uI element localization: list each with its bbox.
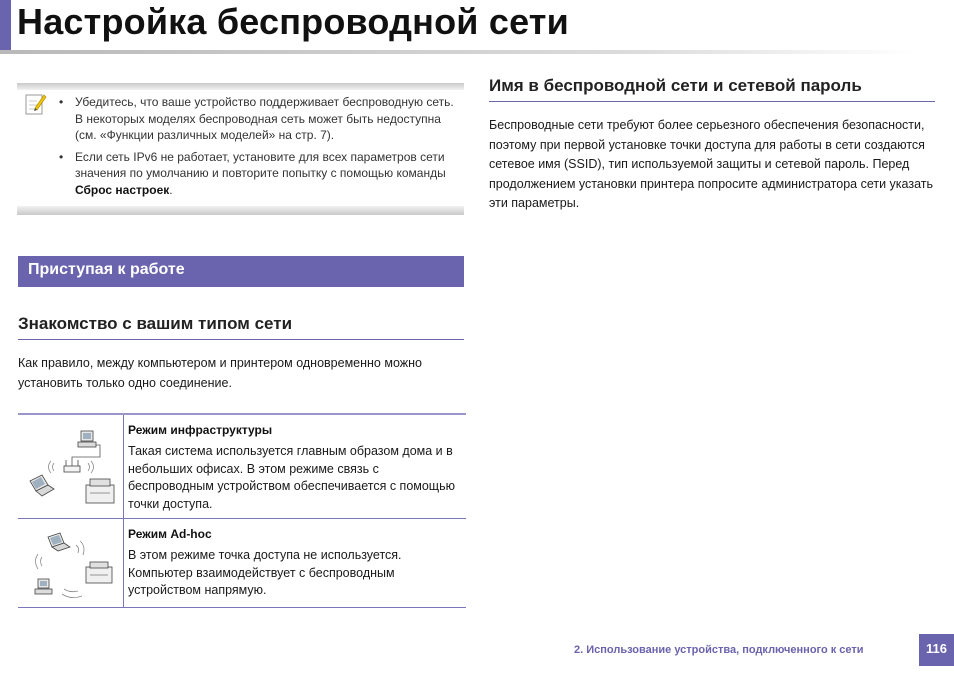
network-type-heading: Знакомство с вашим типом сети [18, 314, 293, 333]
note-item [59, 94, 464, 144]
pencil-note-icon [25, 92, 47, 116]
adhoc-text [128, 527, 463, 600]
adhoc-mode-description: В этом режиме точка доступа не используется. Компьютер взаимодействует с беспроводным устройством напрямую. [128, 548, 402, 597]
note-box-top-border [17, 83, 464, 90]
footer-chapter: 2. Использование устройства, подключенного к сети [574, 644, 864, 656]
table-row-infrastructure [18, 415, 466, 519]
title-divider [0, 50, 915, 54]
network-type-heading-rule [18, 339, 464, 340]
section-banner-title: Приступая к работе [28, 261, 185, 278]
header-accent-bar [0, 0, 11, 52]
wireless-name-heading: Имя в беспроводной сети и сетевой пароль [489, 76, 862, 95]
section-banner [18, 256, 464, 287]
reset-settings-command: Сброс настроек [75, 182, 170, 197]
note-box [17, 83, 464, 215]
wireless-name-heading-rule [489, 101, 935, 102]
infrastructure-diagram [18, 415, 124, 518]
network-type-paragraph: Как правило, между компьютером и принтером одновременно можно установить только одно соединение. [18, 356, 422, 390]
infrastructure-text [128, 423, 463, 513]
page-number: 116 [919, 634, 954, 666]
note-item [59, 149, 464, 199]
infrastructure-diagram-image [24, 423, 118, 511]
adhoc-mode-title: Режим Ad-hoc [128, 527, 212, 541]
note-item-text: Убедитесь, что ваше устройство поддерживает беспроводную сеть. В некоторых моделях беспроводная сеть может быть недоступна (см. «Функции различных моделей» на стр. 7). [75, 95, 454, 142]
table-row-adhoc [18, 519, 466, 608]
note-item-text: Если сеть IPv6 не работает, установите для всех параметров сети значения по умолчанию и повторите попытку с помощью команды [75, 149, 446, 180]
infrastructure-mode-description: Такая система используется главным образом дома и в небольших офисах. В этом режиме связь с беспроводным устройством обеспечивается с помощью точки доступа. [128, 444, 455, 511]
note-box-bottom-border [17, 206, 464, 215]
note-item-text-end: . [169, 182, 173, 197]
note-list [59, 94, 464, 203]
wireless-name-paragraph: Беспроводные сети требуют более серьезного обеспечения безопасности, поэтому при первой установке точки доступа для работы в сети создаются сетевое имя (SSID), тип используемой защиты и сетевой пароль. Перед продолжением установки принтера попросите администратора сети указать эти параметры. [489, 118, 933, 210]
page-title: Настройка беспроводной сети [17, 1, 569, 42]
adhoc-diagram-image [24, 527, 118, 605]
infrastructure-mode-title: Режим инфраструктуры [128, 423, 273, 437]
adhoc-diagram [18, 519, 124, 607]
